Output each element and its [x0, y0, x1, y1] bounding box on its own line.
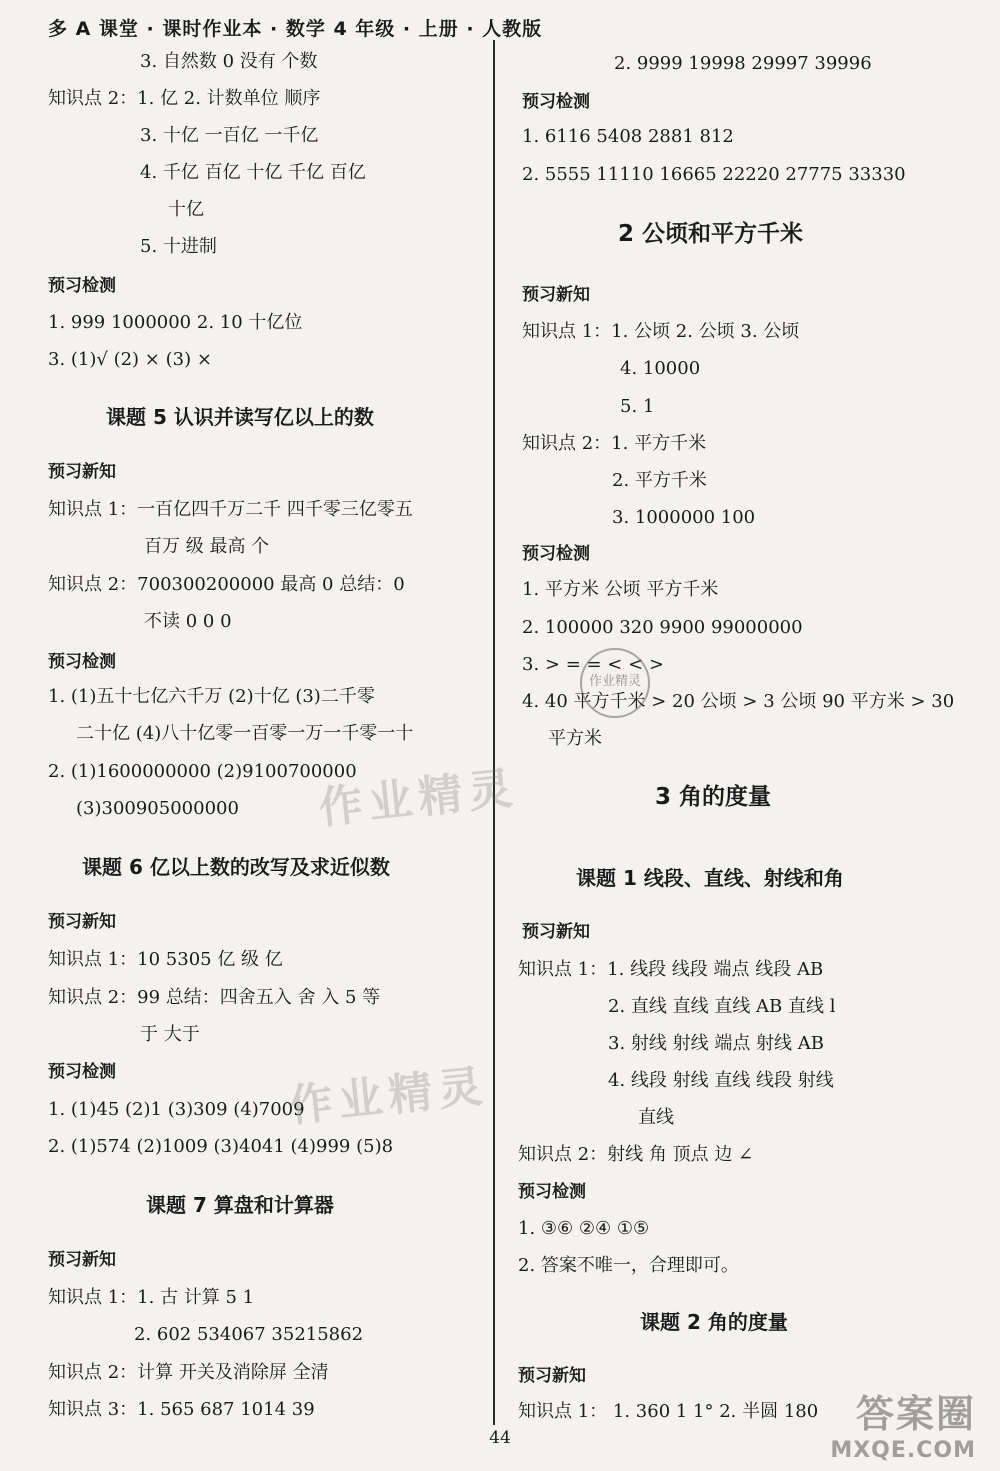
chapter-title: 3 角的度量	[655, 784, 772, 810]
section-label: 预习新知	[48, 1250, 116, 1270]
topic-title: 课题 1 线段、直线、射线和角	[576, 866, 844, 890]
answer-line: 3. 自然数 0 没有 个数	[140, 51, 318, 72]
answer-line: 知识点 1：1. 线段 线段 端点 线段 AB	[518, 959, 824, 980]
answer-line: 4. 千亿 百亿 十亿 千亿 百亿	[140, 162, 366, 183]
answer-line: 2. 直线 直线 直线 AB 直线 l	[608, 996, 836, 1017]
answer-line: 3. 射线 射线 端点 射线 AB	[608, 1033, 825, 1054]
answer-line: 二十亿 (4)八十亿零一百零一万一千零一十	[76, 723, 414, 744]
answer-line: 2. 9999 19998 29997 39996	[614, 53, 872, 74]
answer-line: 知识点 1：1. 古 计算 5 1	[48, 1287, 255, 1308]
chapter-title: 2 公顷和平方千米	[618, 221, 804, 247]
answer-line: 1. ③⑥ ②④ ①⑤	[518, 1218, 650, 1239]
section-label: 预习新知	[522, 285, 590, 305]
section-label: 预习检测	[522, 92, 590, 112]
answer-line: 1. (1)五十七亿六千万 (2)十亿 (3)二千零	[48, 686, 375, 707]
answer-line: 2. (1)574 (2)1009 (3)4041 (4)999 (5)8	[48, 1136, 394, 1157]
watermark: 作业精灵	[316, 762, 521, 835]
section-label: 预习新知	[48, 462, 116, 482]
answer-line: 3. 1000000 100	[612, 507, 756, 528]
answer-line: 十亿	[168, 199, 204, 220]
watermark-stamp: 作业精灵	[580, 648, 650, 718]
topic-title: 课题 6 亿以上数的改写及求近似数	[82, 855, 390, 879]
answer-line: 3. > = = < < >	[522, 654, 664, 675]
answer-line: 知识点 2：700300200000 最高 0 总结：0	[48, 574, 405, 595]
answer-line: 2. 100000 320 9900 99000000	[522, 617, 803, 638]
section-label: 预习检测	[48, 276, 116, 296]
column-divider	[493, 40, 495, 1425]
answer-line: 3. (1)√ (2) × (3) ×	[48, 349, 212, 370]
answer-line: 1. 999 1000000 2. 10 十亿位	[48, 312, 303, 333]
answer-line: 2. (1)1600000000 (2)9100700000	[48, 761, 357, 782]
answer-line: 5. 1	[620, 396, 655, 417]
answer-line: 不读 0 0 0	[144, 611, 232, 632]
answer-line: 2. 602 534067 35215862	[134, 1324, 364, 1345]
section-label: 预习检测	[518, 1182, 586, 1202]
answer-line: 知识点 1：一百亿四千万二千 四千零三亿零五	[48, 499, 413, 520]
answer-line: (3)300905000000	[76, 798, 239, 819]
answer-line: 知识点 1： 1. 360 1 1° 2. 半圆 180	[518, 1401, 819, 1422]
answer-line: 知识点 3：1. 565 687 1014 39	[48, 1399, 315, 1420]
answer-line: 知识点 1：1. 公顷 2. 公顷 3. 公顷	[522, 321, 800, 342]
answer-line: 5. 十进制	[140, 236, 217, 257]
logo-mark: 答案圈	[855, 1392, 976, 1436]
answer-line: 知识点 2：1. 亿 2. 计数单位 顺序	[48, 88, 321, 109]
logo-url: MXQE.COM	[830, 1438, 976, 1463]
answer-line: 2. 5555 11110 16665 22220 27775 33330	[522, 164, 906, 185]
answer-line: 2. 平方千米	[612, 470, 707, 491]
answer-line: 知识点 2：计算 开关及消除屏 全清	[48, 1362, 329, 1383]
answer-line: 知识点 2：1. 平方千米	[522, 433, 707, 454]
answer-line: 知识点 1：10 5305 亿 级 亿	[48, 949, 283, 970]
topic-title: 课题 2 角的度量	[640, 1310, 788, 1334]
answer-line: 1. 6116 5408 2881 812	[522, 126, 734, 147]
answer-line: 2. 答案不唯一，合理即可。	[518, 1255, 739, 1276]
answer-line: 1. 平方米 公顷 平方千米	[522, 579, 719, 600]
answer-line: 3. 十亿 一百亿 一千亿	[140, 125, 319, 146]
answer-line: 4. 10000	[620, 358, 701, 379]
section-label: 预习新知	[522, 922, 590, 942]
site-logo	[830, 1383, 976, 1463]
answer-line: 4. 40 平方千米 > 20 公顷 > 3 公顷 90 平方米 > 30	[522, 691, 955, 712]
answer-line: 于 大于	[140, 1024, 200, 1045]
answer-line: 平方米	[548, 728, 602, 749]
section-label: 预习检测	[522, 544, 590, 564]
section-label: 预习新知	[518, 1366, 586, 1386]
answer-line: 百万 级 最高 个	[144, 536, 270, 557]
answer-line: 4. 线段 射线 直线 线段 射线	[608, 1070, 834, 1091]
section-label: 预习新知	[48, 912, 116, 932]
answer-line: 知识点 2：99 总结：四舍五入 舍 入 5 等	[48, 987, 381, 1008]
answer-line: 直线	[638, 1107, 674, 1128]
page-header: 多 A 课堂 · 课时作业本 · 数学 4 年级 · 上册 · 人教版	[48, 18, 543, 40]
topic-title: 课题 5 认识并读写亿以上的数	[106, 405, 374, 429]
page-number: 44	[489, 1428, 511, 1448]
topic-title: 课题 7 算盘和计算器	[146, 1193, 334, 1217]
watermark: 作业精灵	[286, 1060, 491, 1133]
answer-line: 知识点 2：射线 角 顶点 边 ∠	[518, 1144, 754, 1165]
section-label: 预习检测	[48, 1062, 116, 1082]
section-label: 预习检测	[48, 652, 116, 672]
answer-line: 1. (1)45 (2)1 (3)309 (4)7009	[48, 1099, 305, 1120]
